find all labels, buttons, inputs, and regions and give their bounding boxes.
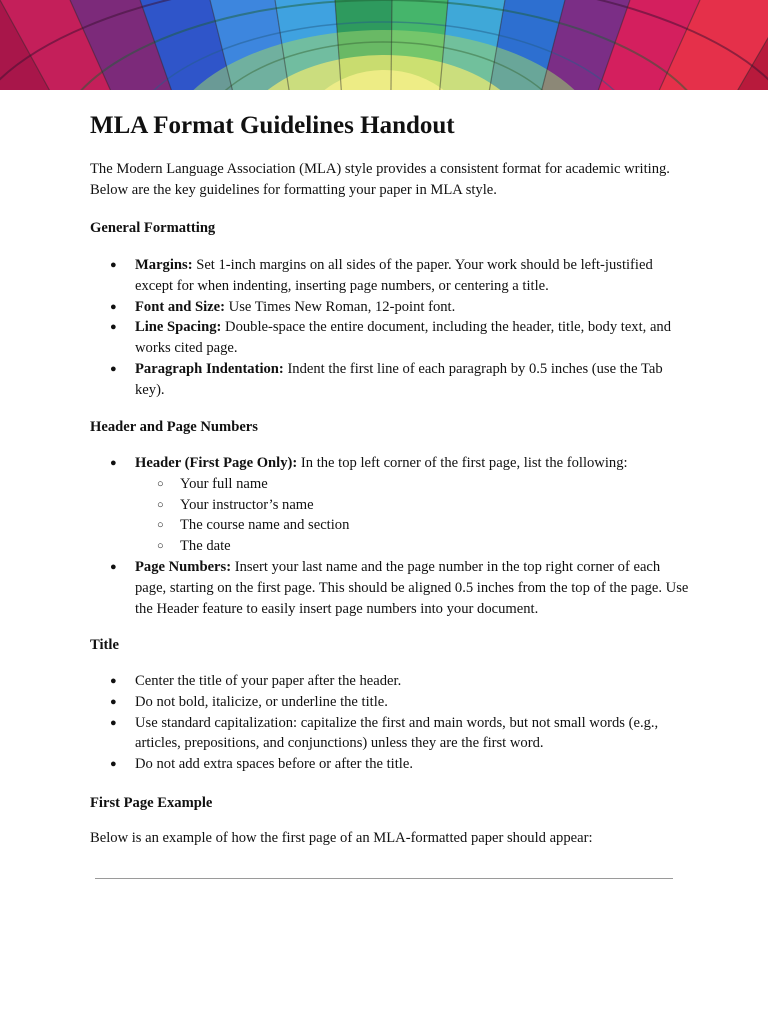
item-label: Margins: <box>135 257 193 273</box>
intro-paragraph: The Modern Language Association (MLA) style provides a consistent format for academic writing. Below are the key guidelines for formatting your paper in MLA style. <box>90 161 670 198</box>
list-item <box>90 255 690 297</box>
header-page-numbers-list <box>90 453 690 619</box>
first-page-example-heading: First Page Example <box>90 795 213 811</box>
item-text: Double-space the entire document, including the header, title, body text, and works cited page. <box>135 319 672 357</box>
item-text: Use Times New Roman, 12-point font. <box>225 298 456 315</box>
list-item <box>90 359 690 401</box>
balloon-banner-image <box>0 0 768 90</box>
item-text: In the top left corner of the first page, list the following: <box>297 455 628 471</box>
hot-air-balloon-image <box>0 0 768 90</box>
title-section-heading: Title <box>90 637 119 653</box>
divider <box>95 878 673 879</box>
item-label: Paragraph Indentation: <box>135 360 284 377</box>
general-formatting-list <box>90 255 690 401</box>
item-text: Insert your last name and the page number in the top right corner of each page, starting on the first page. This should be aligned 0.5 inches from the top of the page. Use the Header feature to easily insert page numbers into your document. <box>135 558 689 617</box>
list-item: ● Do not add extra spaces before or after the title. <box>90 754 690 775</box>
item-label: Line Spacing: <box>135 319 222 336</box>
list-item <box>90 297 690 318</box>
list-item <box>90 557 690 619</box>
list-item <box>90 317 690 359</box>
item-label: Page Numbers: <box>135 558 232 575</box>
header-page-numbers-heading: Header and Page Numbers <box>90 419 258 435</box>
item-text: Set 1-inch margins on all sides of the paper. Your work should be left-justified except for when indenting, inserting page numbers, or centering a title. <box>135 257 653 294</box>
sublist-item: ○ The course name and section <box>135 515 690 536</box>
list-item: ● Use standard capitalization: capitalize the first and main words, but not small words (e.g., articles, prepositions, and conjunctions) unless they are the first word. <box>90 713 690 755</box>
sublist-item: ○ Your instructor’s name <box>135 495 690 516</box>
header-sublist <box>135 474 690 557</box>
document-title: MLA Format Guidelines Handout <box>90 112 455 139</box>
item-label: Font and Size: <box>135 298 225 315</box>
title-list <box>90 671 690 775</box>
sublist-item: ○ Your full name <box>135 474 690 495</box>
example-paragraph: Below is an example of how the first page of an MLA-formatted paper should appear: <box>90 830 593 846</box>
sublist-item: ○ The date <box>135 536 690 557</box>
list-item: ● Center the title of your paper after the header. <box>90 671 690 692</box>
list-item: ● Do not bold, italicize, or underline the title. <box>90 692 690 713</box>
general-formatting-heading: General Formatting <box>90 220 216 236</box>
list-item <box>90 453 690 557</box>
item-label: Header (First Page Only): <box>135 455 298 471</box>
item-text: Indent the first line of each paragraph by 0.5 inches (use the Tab key). <box>135 360 663 398</box>
